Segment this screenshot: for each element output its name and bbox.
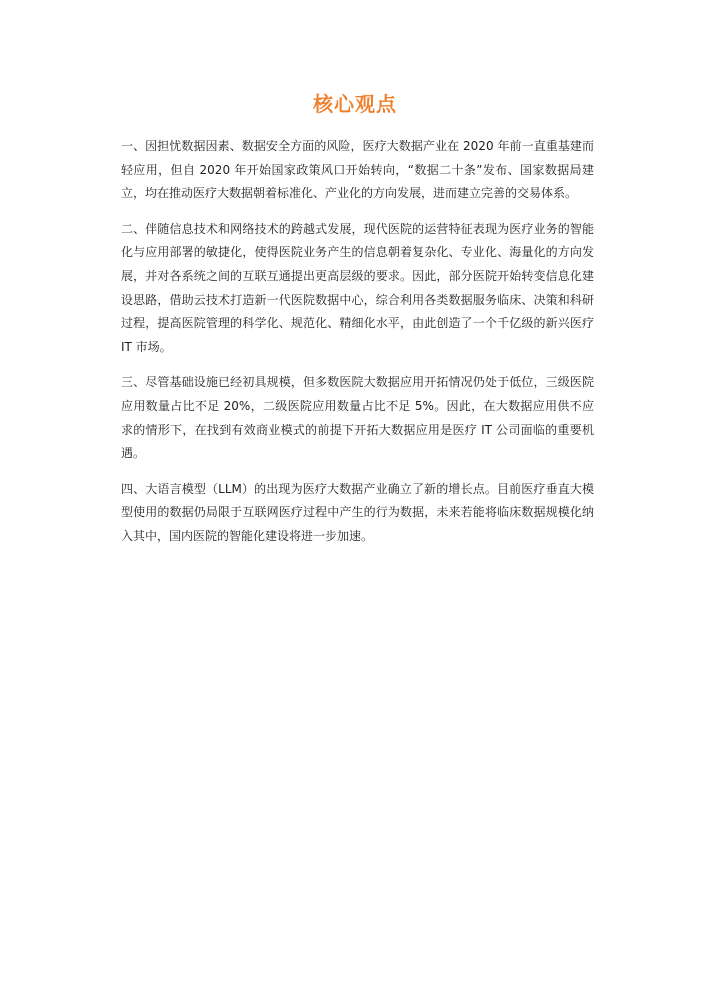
- page-title: 核心观点: [313, 92, 397, 116]
- paragraph-2: 二、伴随信息技术和网络技术的跨越式发展，现代医院的运营特征表现为医疗业务的智能化与应用部署的敏捷化，使得医院业务产生的信息朝着复杂化、专业化、海量化的方向发展，并对各系统之间的互联互通提出更高层级的要求。因此，部分医院开始转变信息化建设思路，借助云技术打造新一代医院数据中心，综合利用各类数据服务临床、决策和科研过程，提高医院管理的科学化、规范化、精细化水平，由此创造了一个千亿级的新兴医疗 IT 市场。: [121, 221, 594, 354]
- paragraph-3: 三、尽管基础设施已经初具规模，但多数医院大数据应用开拓情况仍处于低位，三级医院应用数量占比不足 20%，二级医院应用数量占比不足 5%。因此，在大数据应用供不应求的情形下，在找到有效商业模式的前提下开拓大数据应用是医疗 IT 公司面临的重要机遇。: [121, 375, 594, 461]
- body-text: [121, 135, 594, 561]
- paragraph-1: 一、因担忧数据因素、数据安全方面的风险，医疗大数据产业在 2020 年前一直重基建而轻应用，但自 2020 年开始国家政策风口开始转向，“数据二十条”发布、国家数据局建立，均在推动医疗大数据朝着标准化、产业化的方向发展，进而建立完善的交易体系。: [121, 139, 594, 201]
- paragraph-4: 四、大语言模型（LLM）的出现为医疗大数据产业确立了新的增长点。目前医疗垂直大模型使用的数据仍局限于互联网医疗过程中产生的行为数据，未来若能将临床数据规模化纳入其中，国内医院的智能化建设将进一步加速。: [121, 481, 594, 543]
